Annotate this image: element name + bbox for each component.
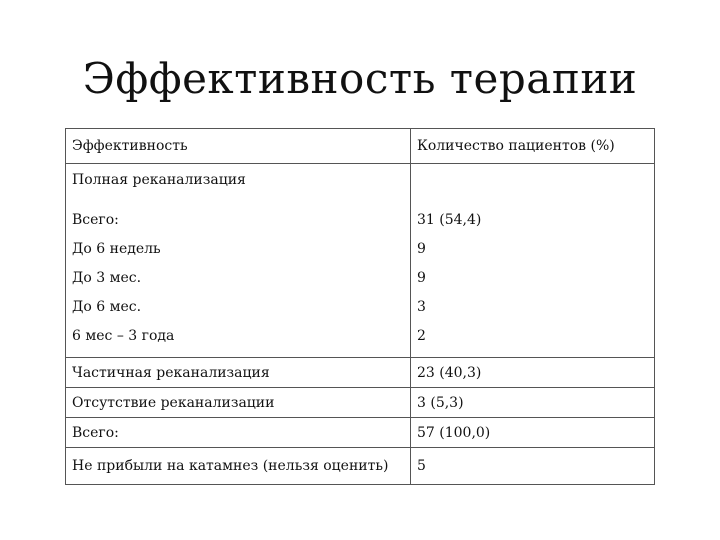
group-row-label: Всего: [72,212,119,228]
row-value: 57 (100,0) [411,418,655,448]
row-label: Частичная реканализация [66,358,411,388]
table-header-row [66,129,655,164]
row-value: 23 (40,3) [411,358,655,388]
group-row-label: 6 мес – 3 года [72,328,175,344]
group-row-label: До 6 мес. [72,299,142,315]
group-row-label: До 6 недель [72,241,161,257]
table-row [66,448,655,485]
group-value-cell [411,164,655,358]
group-label-cell [66,164,411,358]
group-row-value: 9 [417,241,426,257]
row-value: 3 (5,3) [411,388,655,418]
group-row-value: 3 [417,299,426,315]
group-row-label: До 3 мес. [72,270,142,286]
row-label: Отсутствие реканализации [66,388,411,418]
therapy-effectiveness-table [65,128,655,485]
table-row [66,418,655,448]
row-label: Не прибыли на катамнез (нельзя оценить) [66,448,411,485]
group-value-spacer [417,170,654,206]
header-patient-count: Количество пациентов (%) [411,129,655,164]
table-row [66,388,655,418]
header-effectiveness: Эффективность [66,129,411,164]
group-row-value: 2 [417,328,426,344]
table-group-row [66,164,655,358]
slide-title: Эффективность терапии [82,54,638,103]
group-row-value: 9 [417,270,426,286]
group-label: Полная реканализация [72,172,246,188]
group-row-value: 31 (54,4) [417,212,482,228]
row-value: 5 [411,448,655,485]
table-row [66,358,655,388]
row-label: Всего: [66,418,411,448]
